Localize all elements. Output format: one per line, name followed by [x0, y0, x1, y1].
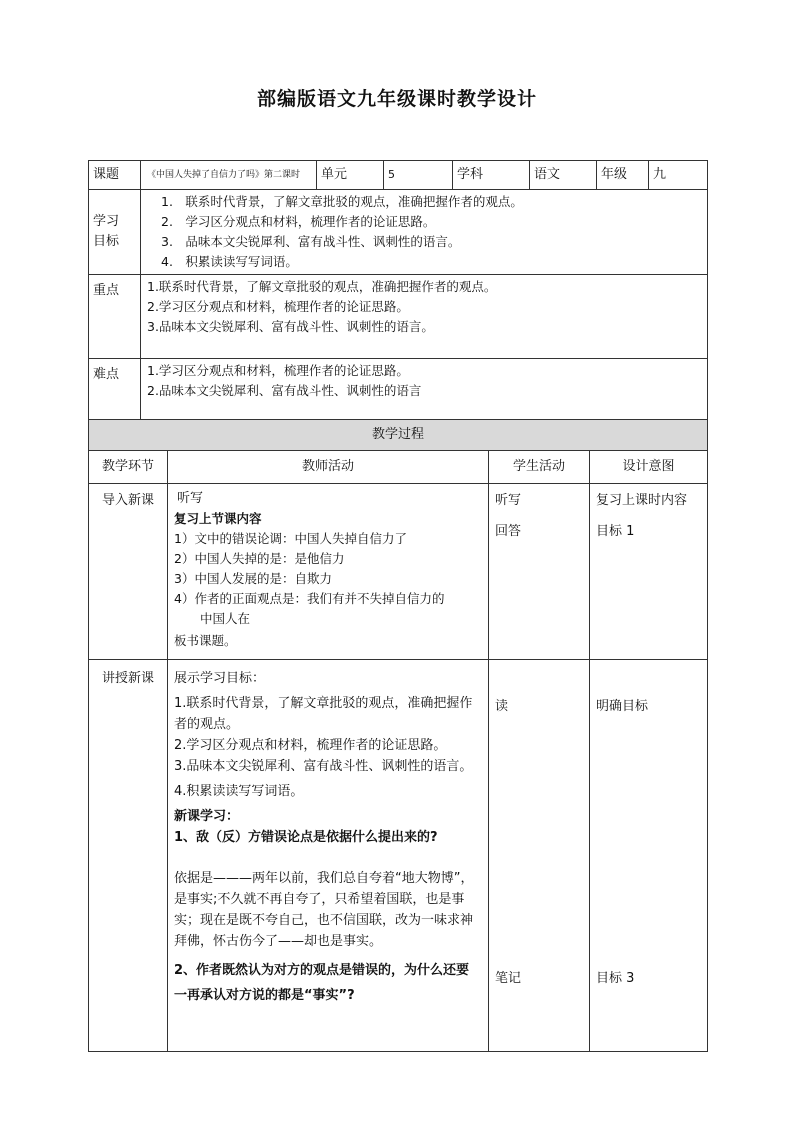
answer-1: 依据是———两年以前，我们总自夸着“地大物博”，是事实;不久就不再自夸了，只希望着国联，也是事实；现在是既不夸自己，也不信国联，改为一味求神拜佛，怀古伤今了——却也是事实。: [174, 871, 474, 949]
teacher-activity: [168, 484, 489, 660]
intent-item: 复习上课时内容: [596, 493, 688, 508]
key-item: 3.品味本文尖锐犀利、富有战斗性、讽刺性的语言。: [147, 319, 434, 334]
intent-item: 目标 3: [596, 971, 635, 986]
goal-item: 4. 积累读读写写词语。: [161, 254, 298, 269]
difficulty-row: [89, 359, 708, 422]
info-row: [89, 161, 708, 190]
difficulty-item: 2.品味本文尖锐犀利、富有战斗性、讽刺性的语言: [147, 383, 422, 398]
col-header: 学生活动: [489, 451, 590, 484]
intent-item: 目标 1: [596, 524, 635, 539]
lesson-goal: 1.联系时代背景，了解文章批驳的观点，准确把握作者的观点。: [174, 696, 473, 732]
grade-label: 年级: [597, 161, 649, 190]
review-item: 中国人在: [200, 611, 251, 626]
review-heading: 复习上节课内容: [174, 511, 262, 526]
col-header: 教学环节: [89, 451, 168, 484]
page-title: 部编版语文九年级课时教学设计: [256, 88, 537, 110]
process-header-row: [89, 451, 708, 484]
process-band: 教学过程: [89, 420, 708, 451]
topic-label: 课题: [89, 161, 141, 190]
unit-value: 5: [384, 161, 453, 190]
key-label: 重点: [89, 275, 141, 359]
key-item: 1.联系时代背景，了解文章批驳的观点，准确把握作者的观点。: [147, 279, 497, 294]
key-row: [89, 275, 708, 359]
goals-label: [89, 190, 141, 275]
goals-label-line: 目标: [93, 234, 120, 249]
lesson-row: [89, 660, 708, 1052]
goal-item: 2. 学习区分观点和材料，梳理作者的论证思路。: [161, 214, 436, 229]
difficulty-content: [141, 359, 708, 422]
design-intent: [590, 484, 708, 660]
difficulty-item: 1.学习区分观点和材料，梳理作者的论证思路。: [147, 363, 409, 378]
topic-value: 《中国人失掉了自信力了吗》第二课时: [141, 161, 317, 190]
lesson-goal: 4.积累读读写写词语。: [174, 784, 304, 799]
intent-item: 明确目标: [596, 699, 649, 714]
subject-label: 学科: [453, 161, 530, 190]
info-table: [88, 160, 708, 422]
unit-label: 单元: [317, 161, 384, 190]
student-item: 回答: [495, 524, 522, 539]
process-table: [88, 419, 708, 1052]
goal-item: 1. 联系时代背景，了解文章批驳的观点，准确把握作者的观点。: [161, 194, 523, 209]
review-item: 2）中国人失掉的是：是他信力: [174, 551, 345, 566]
dictation-text: 听写: [177, 491, 204, 506]
intro-row: [89, 484, 708, 660]
col-header: 设计意图: [590, 451, 708, 484]
review-item: 3）中国人发展的是：自欺力: [174, 571, 332, 586]
board-title: 板书课题。: [174, 633, 237, 648]
student-item: 听写: [495, 493, 522, 508]
goals-row: [89, 190, 708, 275]
new-lesson-heading: 新课学习：: [174, 809, 240, 824]
student-item: 笔记: [495, 971, 522, 986]
grade-value: 九: [649, 161, 708, 190]
design-intent: [590, 660, 708, 1052]
question-1: 1、敌（反）方错误论点是依据什么提出来的?: [174, 830, 438, 845]
student-activity: [489, 484, 590, 660]
col-header: 教师活动: [168, 451, 489, 484]
question-2: 2、作者既然认为对方的观点是错误的，为什么还要一再承认对方说的都是“事实”?: [174, 963, 470, 1003]
goals-content: [141, 190, 708, 275]
stage-cell: 讲授新课: [89, 660, 168, 1052]
teacher-activity: [168, 660, 489, 1052]
show-goals-text: 展示学习目标：: [174, 671, 266, 686]
stage-cell: 导入新课: [89, 484, 168, 660]
review-item: 1）文中的错误论调：中国人失掉自信力了: [174, 531, 407, 546]
key-content: [141, 275, 708, 359]
subject-value: 语文: [530, 161, 597, 190]
student-activity: [489, 660, 590, 1052]
goal-item: 3. 品味本文尖锐犀利、富有战斗性、讽刺性的语言。: [161, 234, 461, 249]
difficulty-label: 难点: [89, 359, 141, 422]
lesson-goal: 2.学习区分观点和材料，梳理作者的论证思路。: [174, 738, 447, 753]
lesson-goal: 3.品味本文尖锐犀利、富有战斗性、讽刺性的语言。: [174, 759, 473, 774]
key-item: 2.学习区分观点和材料，梳理作者的论证思路。: [147, 299, 409, 314]
review-item: 4）作者的正面观点是：我们有并不失掉自信力的: [174, 591, 445, 606]
student-item: 读: [495, 699, 509, 714]
goals-label-line: 学习: [93, 214, 120, 229]
